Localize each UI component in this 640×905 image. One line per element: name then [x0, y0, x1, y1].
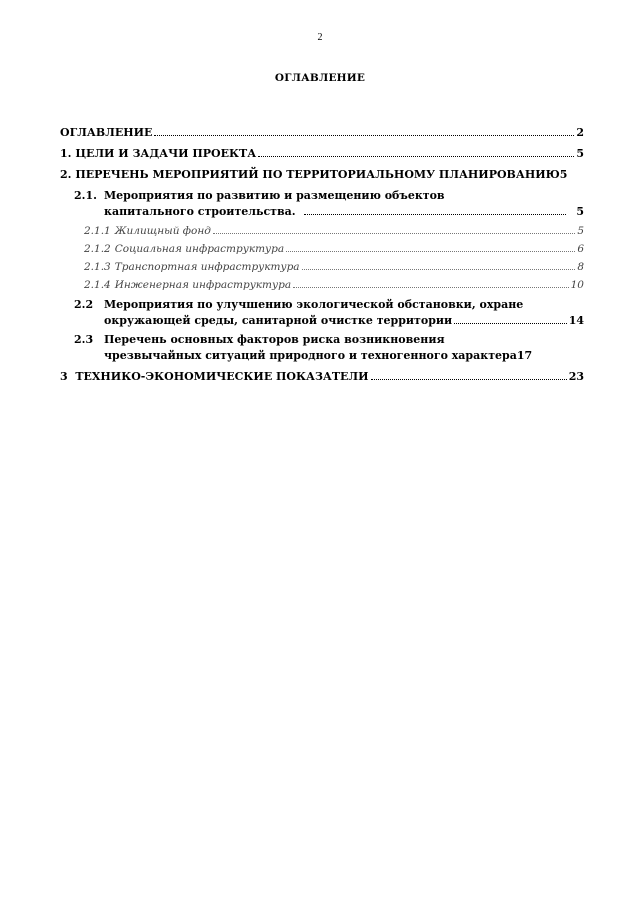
- toc-entry-page: 5: [576, 205, 584, 218]
- toc-entry-number: 2.2: [74, 298, 94, 311]
- toc-entry-section-2-1-1[interactable]: [84, 223, 584, 239]
- toc-entry-title: 1. ЦЕЛИ И ЗАДАЧИ ПРОЕКТА: [60, 147, 257, 160]
- toc-entry-page: 6: [577, 243, 584, 255]
- toc-entry-title-line2: капитального строительства.: [104, 205, 296, 218]
- dot-leader: [286, 251, 575, 252]
- toc-entry-section-2-3[interactable]: [74, 332, 584, 364]
- dot-leader: [302, 269, 576, 270]
- toc-entry-section-2-2[interactable]: [74, 297, 584, 329]
- toc-entry-number: 2.1.3: [84, 261, 111, 273]
- toc-entry-title: Социальная инфраструктура: [114, 243, 285, 255]
- page-number: 2: [317, 32, 323, 43]
- toc-entry-page: 14: [568, 314, 584, 327]
- toc-entry-title: 2. ПЕРЕЧЕНЬ МЕРОПРИЯТИЙ ПО ТЕРРИТОРИАЛЬНОМУ ПЛАНИРОВАНИЮ: [60, 168, 560, 181]
- toc-entry-title: Жилищный фонд: [114, 225, 211, 237]
- toc-entry-title: Инженерная инфраструктура: [114, 279, 292, 291]
- toc-entry-section-2[interactable]: [60, 167, 584, 183]
- toc-entry-title: 3 ТЕХНИКО-ЭКОНОМИЧЕСКИЕ ПОКАЗАТЕЛИ: [60, 370, 369, 383]
- toc-entry-page: 5: [577, 225, 584, 237]
- toc-entry-section-2-1-3[interactable]: [84, 259, 584, 275]
- toc-entry-section-2-1-4[interactable]: [84, 277, 584, 293]
- dot-leader: [293, 287, 569, 288]
- toc-entry-title-line1: Перечень основных факторов риска возникновения: [104, 333, 445, 346]
- toc-entry-title-line1: Мероприятия по развитию и размещению объектов: [104, 189, 445, 202]
- toc-entry-section-1[interactable]: [60, 146, 584, 162]
- toc-entry-title-line1: Мероприятия по улучшению экологической обстановки, охране: [104, 298, 524, 311]
- toc-entry-number: 2.1.4: [84, 279, 111, 291]
- toc-entry-page: 10: [570, 279, 584, 291]
- toc-entry-number: 2.1.1: [84, 225, 111, 237]
- toc-entry-title: ОГЛАВЛЕНИЕ: [60, 126, 153, 139]
- dot-leader: [258, 156, 574, 157]
- toc-entry-page: 2: [576, 126, 584, 139]
- dot-leader: [213, 233, 575, 234]
- toc-entry-title-line2: окружающей среды, санитарной очистке территории: [104, 314, 453, 327]
- dot-leader: [454, 323, 566, 324]
- toc-entry-contents[interactable]: [60, 125, 584, 141]
- toc-entry-page: 23: [568, 370, 584, 383]
- toc-entry-page: 8: [577, 261, 584, 273]
- toc-entry-number: 2.1.: [74, 189, 97, 202]
- toc-entry-section-3[interactable]: [60, 369, 584, 385]
- toc-heading: ОГЛАВЛЕНИЕ: [274, 72, 366, 84]
- dot-leader: [304, 214, 567, 215]
- dot-leader: [371, 379, 567, 380]
- table-of-contents: [60, 125, 584, 390]
- toc-entry-section-2-1-2[interactable]: [84, 241, 584, 257]
- toc-entry-section-2-1[interactable]: [74, 188, 584, 220]
- toc-entry-page: 5: [559, 168, 568, 181]
- toc-entry-number: 2.1.2: [84, 243, 111, 255]
- toc-entry-page: 5: [576, 147, 584, 160]
- dot-leader: [154, 135, 574, 136]
- toc-entry-title: Транспортная инфраструктура: [114, 261, 300, 273]
- toc-entry-number: 2.3: [74, 333, 94, 346]
- toc-entry-page: 17: [516, 349, 533, 362]
- toc-entry-title-line2: чрезвычайных ситуаций природного и техногенного характера: [104, 349, 517, 362]
